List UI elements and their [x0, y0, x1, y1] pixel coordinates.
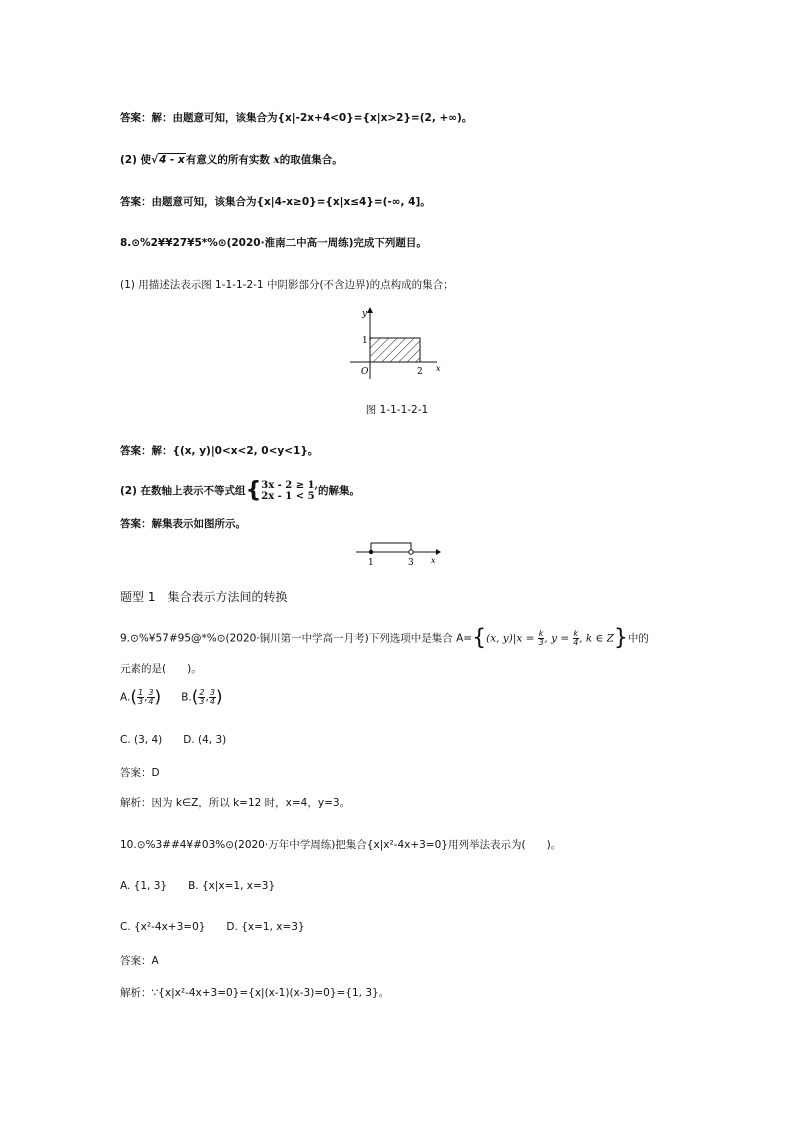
question-8-part-1: (1) 用描述法表示图 1-1-1-2-1 中阴影部分(不含边界)的点构成的集合； [120, 279, 454, 291]
y-axis-arrow [367, 307, 373, 313]
fraction-k-4: $\frac{k}{4}$ [573, 629, 579, 647]
set-brace-left: { [472, 625, 487, 651]
answer-9: 答案：D [120, 767, 160, 779]
analysis-10: 解析：∵{x|x²-4x+3=0}={x|(x-1)(x-3)=0}={1, 3}。 [120, 987, 390, 999]
answer-line-2: 答案：由题意可知，该集合为{x|4-x≥0}={x|x≤4}=(-∞, 4]。 [120, 196, 431, 208]
sqrt-sign: √ [151, 154, 159, 166]
tick-label-y-1: 1 [362, 336, 368, 346]
answer-line-4: 答案：解集表示如图所示。 [120, 518, 246, 530]
answer-line-3: 答案：解：{(x, y)|0<x<2, 0<y<1}。 [120, 445, 319, 457]
left-brace: { [245, 478, 262, 503]
answer-line-1: 答案：解：由题意可知，该集合为{x|-2x+4<0}={x|x>2}=(2, +∞)。 [120, 112, 473, 124]
fraction-k-3: $\frac{k}{3}$ [538, 629, 544, 647]
question-10-line: 10.⊙%3##4¥#03%⊙(2020·万年中学周练)把集合{x|x²-4x+3=0}用列举法表示为( )。 [120, 839, 562, 851]
number-line-x-label: x [431, 556, 436, 565]
options-10-a-b: A. {1, 3} B. {x|x=1, x=3} [120, 880, 276, 892]
question-8-header: 8.⊙%2¥¥27¥5*%⊙(2020·淮南二中高一周练)完成下列题目。 [120, 237, 427, 249]
inequality-system: 3x - 2 ≥ 1, 2x - 1 < 5 [261, 480, 319, 502]
option-b-frac-1: $\frac{2}{3}$ [199, 688, 205, 706]
options-10-c-d: C. {x²-4x+3=0} D. {x=1, x=3} [120, 921, 305, 933]
section-heading: 题型 1 集合表示方法间的转换 [120, 590, 288, 604]
answer-10: 答案：A [120, 955, 159, 967]
question-2-line: (2) 使√4 - x有意义的所有实数 x的取值集合。 [120, 154, 343, 166]
origin-label: O [361, 367, 369, 377]
open-point-3 [409, 550, 413, 554]
option-a-frac-1: $\frac{1}{3}$ [137, 688, 144, 706]
question-9-line: 9.⊙%¥57#95@*%⊙(2020·铜川第一中学高一月考)下列选项中是集合 A={(x, y)|x = $\frac{k}{3}$ , y = $\frac{k}{4}$ , k ∈ Z}中的 [120, 625, 649, 651]
figure-caption: 图 1-1-1-2-1 [365, 404, 429, 416]
y-axis-label: y [362, 309, 368, 319]
tick-label-3: 3 [408, 558, 414, 568]
question-9-line-2: 元素的是( )。 [120, 663, 202, 675]
options-a-b: A.( $\frac{1}{3}$ , $\frac{3}{4}$ ) B.( $\frac{2}{3}$ , $\frac{3}{4}$ ) [120, 687, 223, 708]
option-a-frac-2: $\frac{3}{4}$ [148, 688, 154, 706]
set-brace-right: } [613, 625, 628, 651]
question-8-part-2: (2) 在数轴上表示不等式组{ 3x - 2 ≥ 1, 2x - 1 < 5 的解集。 [120, 478, 361, 503]
solution-bracket [371, 543, 411, 552]
tick-label-1: 1 [368, 558, 374, 568]
figure-number-line [352, 538, 442, 568]
number-line-arrow [436, 549, 441, 555]
closed-point-1 [369, 550, 373, 554]
shaded-rectangle [370, 338, 420, 362]
option-b-frac-2: $\frac{3}{4}$ [209, 688, 215, 706]
x-axis-label: x [436, 364, 441, 373]
tick-label-x-2: 2 [417, 367, 423, 377]
options-c-d: C. (3, 4) D. (4, 3) [120, 734, 227, 746]
analysis-9: 解析：因为 k∈Z，所以 k=12 时，x=4，y=3。 [120, 797, 351, 809]
figure-shaded-region [345, 305, 445, 380]
